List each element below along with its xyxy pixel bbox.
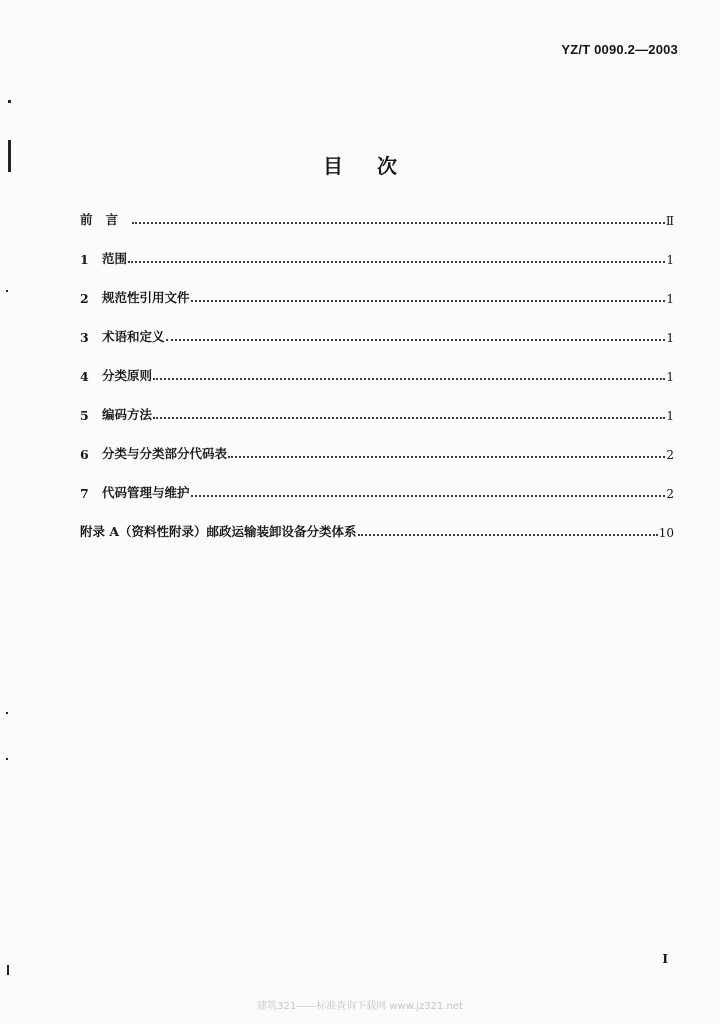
dot-leader [153, 417, 665, 419]
toc-entry-label: 编码方法 [102, 407, 153, 422]
scan-edge-dot [6, 712, 8, 714]
toc-entry-number: 2 [80, 291, 89, 306]
toc-entry-3[interactable] [80, 325, 674, 345]
scan-edge-dot [6, 290, 8, 292]
toc-entry-2[interactable] [80, 286, 674, 306]
dot-leader [166, 339, 666, 341]
toc-entry-page: 10 [658, 526, 674, 540]
scan-edge-dot [8, 100, 11, 103]
dot-leader [228, 456, 665, 458]
toc-entry-page: Ⅱ [665, 214, 674, 228]
page-title: 目次 [323, 154, 431, 178]
toc-entry-label: 术语和定义 [102, 329, 165, 344]
dot-leader [191, 300, 666, 302]
toc-entry-foreword[interactable] [80, 208, 674, 228]
toc-entry-label: 规范性引用文件 [102, 290, 190, 305]
toc-entry-page: 1 [666, 292, 674, 306]
dot-leader [358, 534, 658, 536]
toc-entry-annex-a[interactable] [80, 520, 674, 540]
toc-entry-5[interactable] [80, 403, 674, 423]
toc-entry-6[interactable] [80, 442, 674, 462]
toc-entry-number: 4 [80, 369, 89, 384]
toc-entry-label: 代码管理与维护 [102, 485, 190, 500]
toc-entry-number: 3 [80, 330, 89, 345]
toc-entry-number: 5 [80, 408, 89, 423]
dot-leader [191, 495, 666, 497]
toc-entry-number: 7 [80, 486, 89, 501]
scan-edge-dot [7, 965, 9, 975]
toc-entry-label: 分类与分类部分代码表 [102, 446, 228, 461]
toc-entry-1[interactable] [80, 247, 674, 267]
watermark: 建筑321——标准查询下载网 www.jz321.net [257, 1001, 463, 1012]
dot-leader [128, 261, 665, 263]
toc-entry-number: 1 [80, 252, 89, 267]
toc-entry-page: 1 [666, 253, 674, 267]
page-number: I [662, 952, 668, 966]
dot-leader [132, 222, 665, 224]
toc-entry-4[interactable] [80, 364, 674, 384]
toc-entry-number: 6 [80, 447, 89, 462]
dot-leader [153, 378, 665, 380]
toc-entry-page: 2 [666, 448, 674, 462]
toc-entry-page: 1 [666, 409, 674, 423]
toc-entry-label: 附录 A（资料性附录）邮政运输装卸设备分类体系 [80, 524, 357, 539]
toc-entry-label: 前言 [80, 212, 132, 227]
toc-entry-page: 1 [666, 370, 674, 384]
toc-entry-page: 2 [666, 487, 674, 501]
toc-entry-7[interactable] [80, 481, 674, 501]
toc-entry-label: 分类原则 [102, 368, 153, 383]
scan-edge-dot [6, 758, 8, 760]
standard-code: YZ/T 0090.2—2003 [561, 42, 678, 57]
toc-entry-page: 1 [666, 331, 674, 345]
toc-entry-label: 范围 [102, 251, 128, 266]
